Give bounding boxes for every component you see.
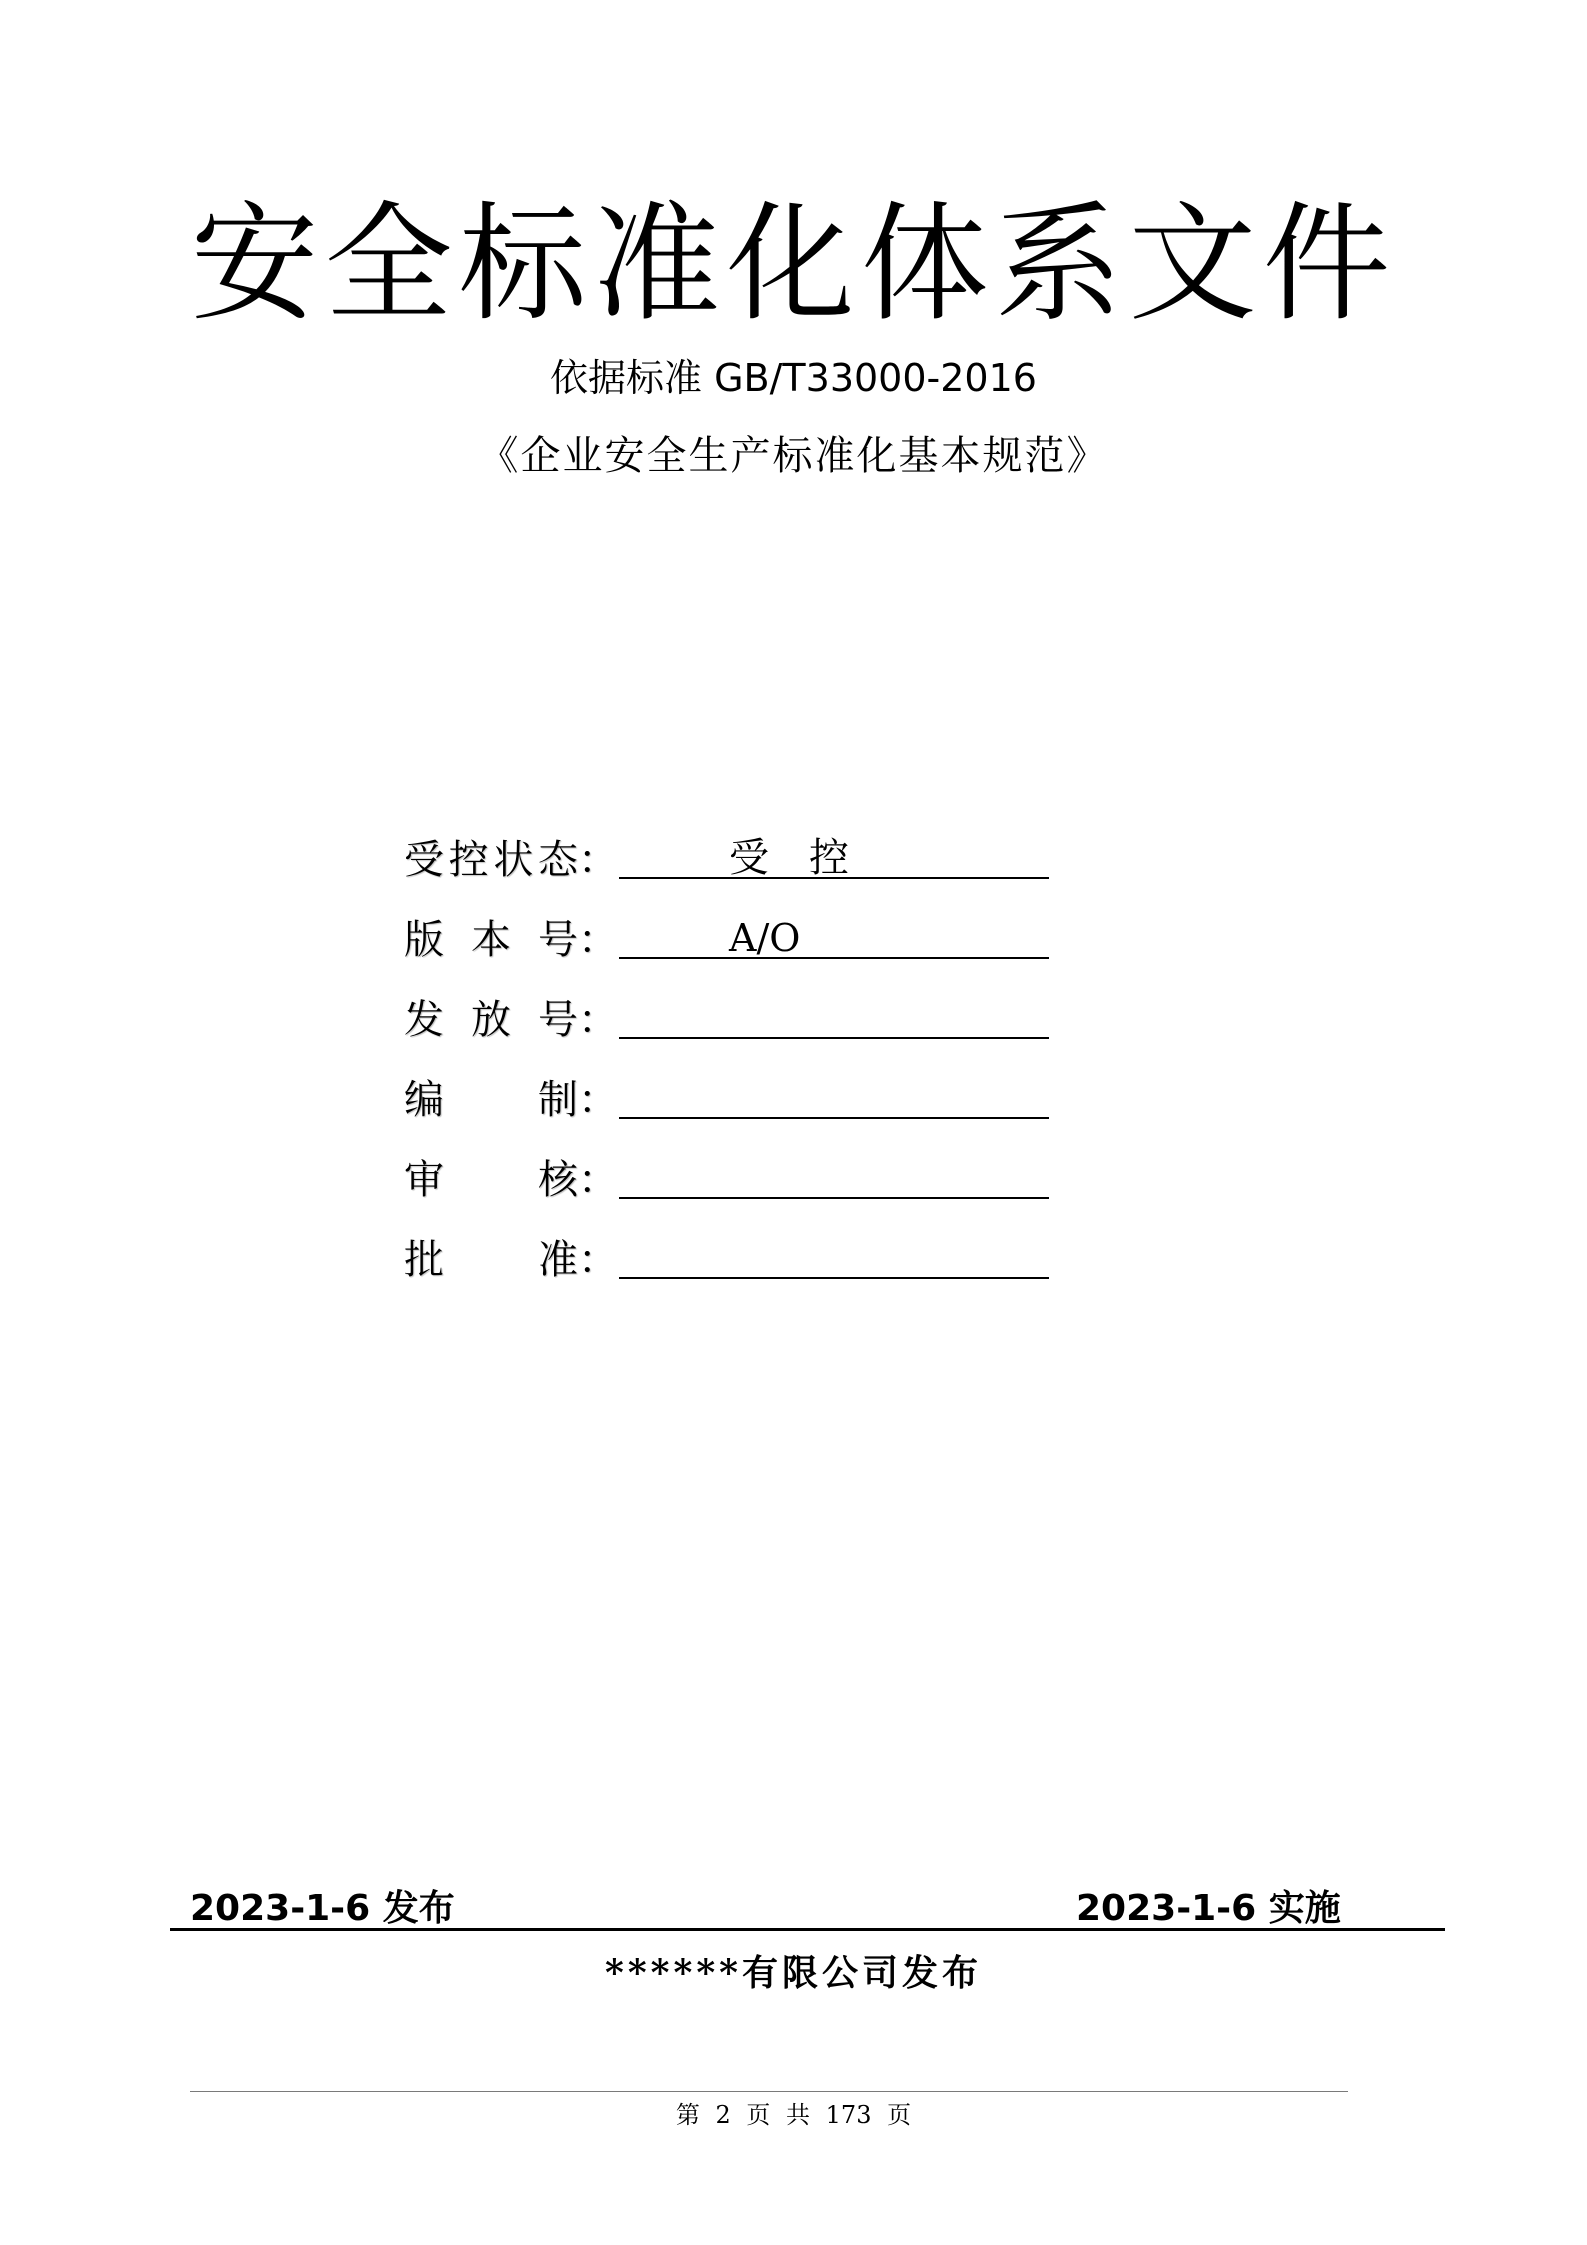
- field-version: [404, 905, 1064, 985]
- field-version-value: A/O: [729, 916, 801, 960]
- field-approve-label: 批 准：: [404, 1237, 618, 1283]
- field-status-label: 受 控 状 态：: [404, 837, 618, 883]
- field-status-value: 受控: [729, 835, 889, 881]
- field-issue-label: 发 放 号：: [404, 997, 618, 1043]
- date-row: [170, 1886, 1445, 1932]
- implement-date: 2023-1-6 实施: [1076, 1888, 1341, 1929]
- field-compile-label: 编 制：: [404, 1077, 618, 1123]
- field-version-label: 版 本 号：: [404, 917, 618, 963]
- standard-basis: 依据标准 GB/T33000-2016: [550, 356, 1037, 400]
- field-issue: [404, 985, 1064, 1065]
- field-approve: [404, 1225, 1064, 1305]
- date-rule: [170, 1928, 1445, 1931]
- field-compile: [404, 1065, 1064, 1145]
- release-date: 2023-1-6 发布: [190, 1888, 455, 1929]
- field-review-underline: [619, 1197, 1049, 1199]
- publisher: ******有限公司发布: [605, 1952, 982, 1994]
- footer-rule: [190, 2091, 1348, 2092]
- field-review: [404, 1145, 1064, 1225]
- field-issue-underline: [619, 1037, 1049, 1039]
- standard-name: 《企业安全生产标准化基本规范》: [478, 433, 1109, 479]
- field-status: [404, 825, 1064, 905]
- page-number: 第 2 页 共 173 页: [675, 2101, 912, 2129]
- field-review-label: 审 核：: [404, 1157, 618, 1203]
- field-approve-underline: [619, 1277, 1049, 1279]
- control-fields: [404, 825, 1064, 1305]
- document-title: 安全标准化体系文件: [190, 190, 1397, 339]
- field-compile-underline: [619, 1117, 1049, 1119]
